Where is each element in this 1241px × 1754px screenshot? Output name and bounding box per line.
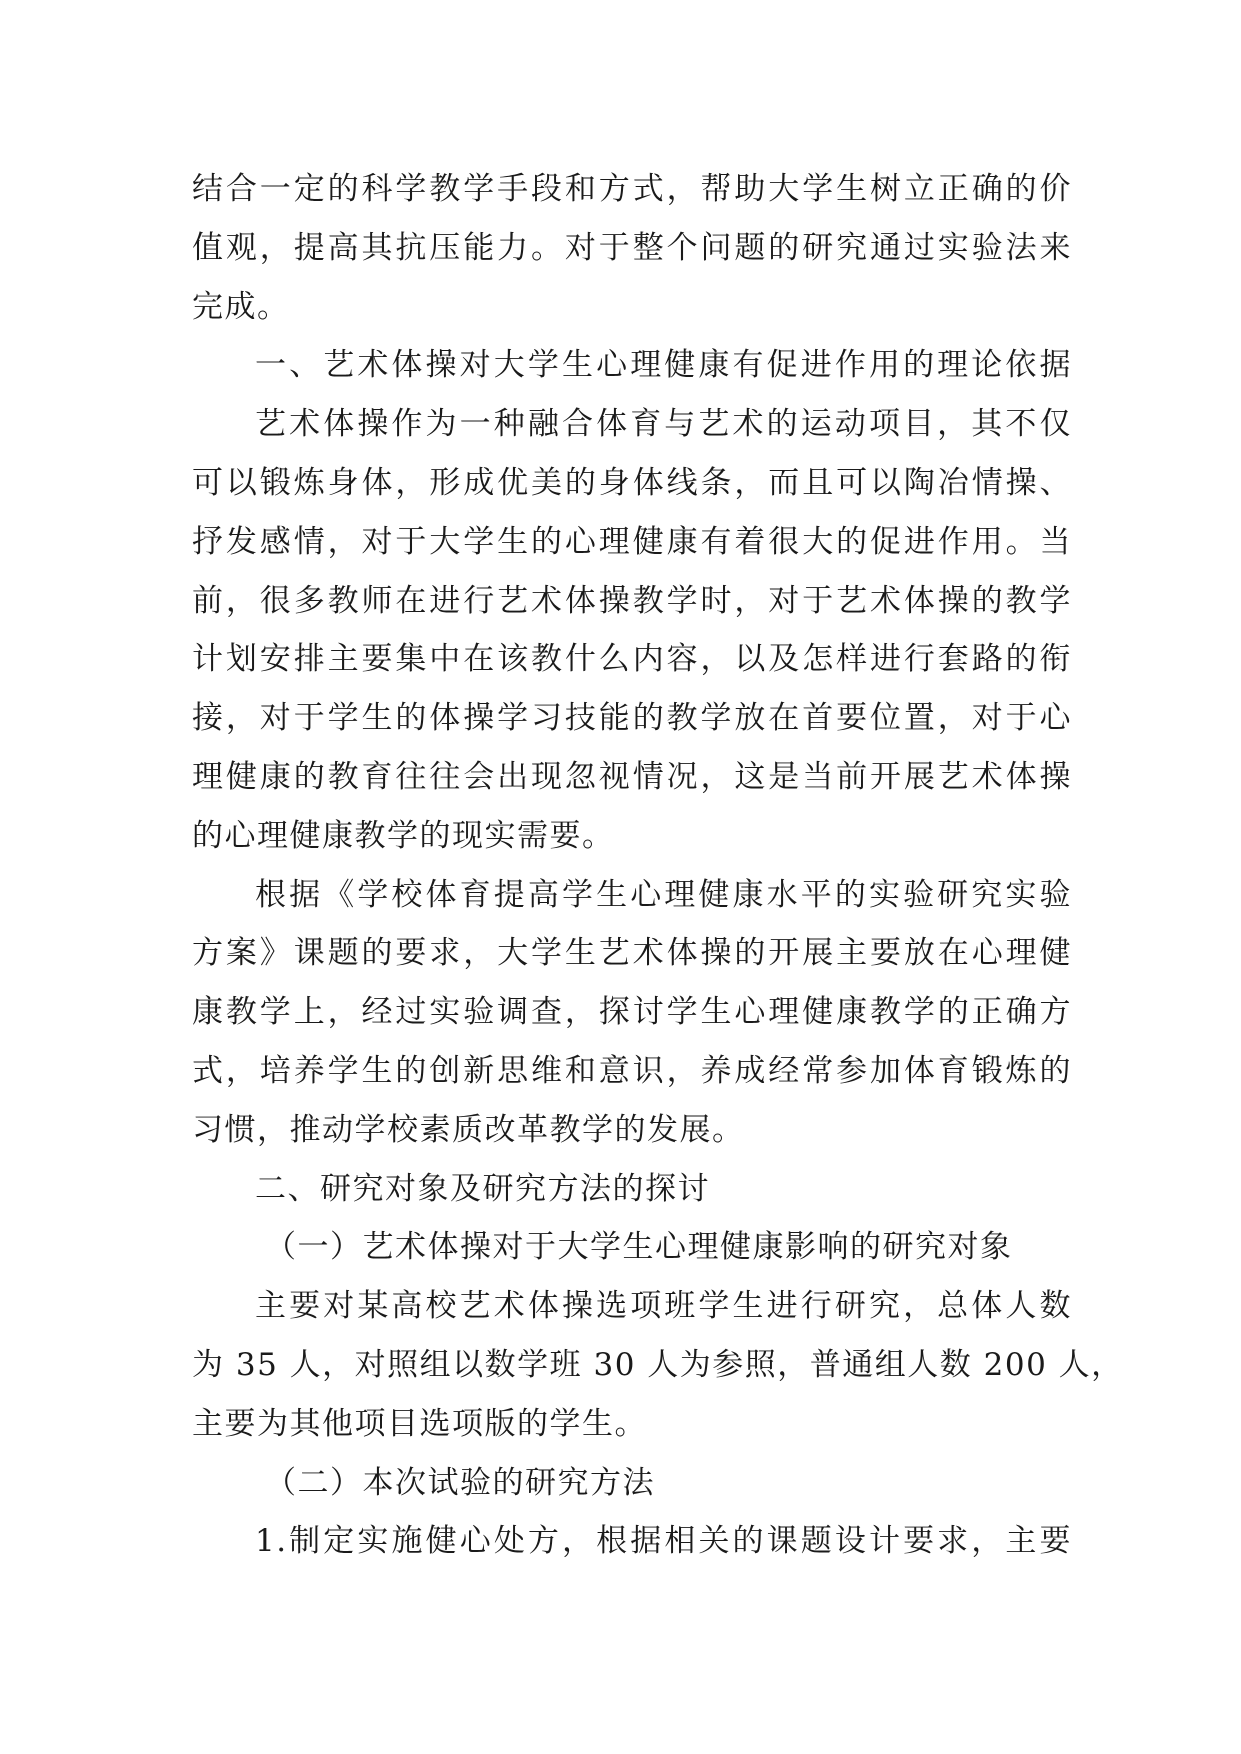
subsection-heading-1: （一）艺术体操对于大学生心理健康影响的研究对象 [265,1229,1013,1266]
text-line: 主要为其他项目选项版的学生。 [192,1405,647,1442]
text-line: 方案》课题的要求，大学生艺术体操的开展主要放在心理健 [192,935,1072,972]
text-line: 完成。 [192,288,290,325]
text-line: 1.制定实施健心处方，根据相关的课题设计要求，主要 [255,1523,1072,1560]
text-line: 前，很多教师在进行艺术体操教学时，对于艺术体操的教学 [192,582,1072,619]
text-line: 值观，提高其抗压能力。对于整个问题的研究通过实验法来 [192,229,1072,266]
body-text [192,160,1124,1571]
text-line: 根据《学校体育提高学生心理健康水平的实验研究实验 [255,876,1072,913]
section-heading-1: 一、艺术体操对大学生心理健康有促进作用的理论依据 [255,347,1072,384]
text-line: 艺术体操作为一种融合体育与艺术的运动项目，其不仅 [255,406,1072,443]
text-line: 可以锻炼身体，形成优美的身体线条，而且可以陶冶情操、 [192,464,1072,501]
text-line: 主要对某高校艺术体操选项班学生进行研究，总体人数 [255,1288,1072,1325]
text-line: 的心理健康教学的现实需要。 [192,817,615,854]
text-line: 康教学上，经过实验调查，探讨学生心理健康教学的正确方 [192,994,1072,1031]
text-line: 式，培养学生的创新思维和意识，养成经常参加体育锻炼的 [192,1052,1072,1089]
text-line: 习惯，推动学校素质改革教学的发展。 [192,1111,745,1148]
section-heading-2: 二、研究对象及研究方法的探讨 [255,1170,710,1207]
text-line: 接，对于学生的体操学习技能的教学放在首要位置，对于心 [192,700,1072,737]
text-line: 抒发感情，对于大学生的心理健康有着很大的促进作用。当 [192,523,1072,560]
text-line: 为 35 人，对照组以数学班 30 人为参照，普通组人数 200 人， [192,1346,1124,1383]
text-line: 理健康的教育往往会出现忽视情况，这是当前开展艺术体操 [192,758,1072,795]
text-line: 结合一定的科学教学手段和方式，帮助大学生树立正确的价 [192,171,1072,207]
subsection-heading-2: （二）本次试验的研究方法 [265,1464,655,1501]
text-line: 计划安排主要集中在该教什么内容，以及怎样进行套路的衔 [192,641,1072,678]
